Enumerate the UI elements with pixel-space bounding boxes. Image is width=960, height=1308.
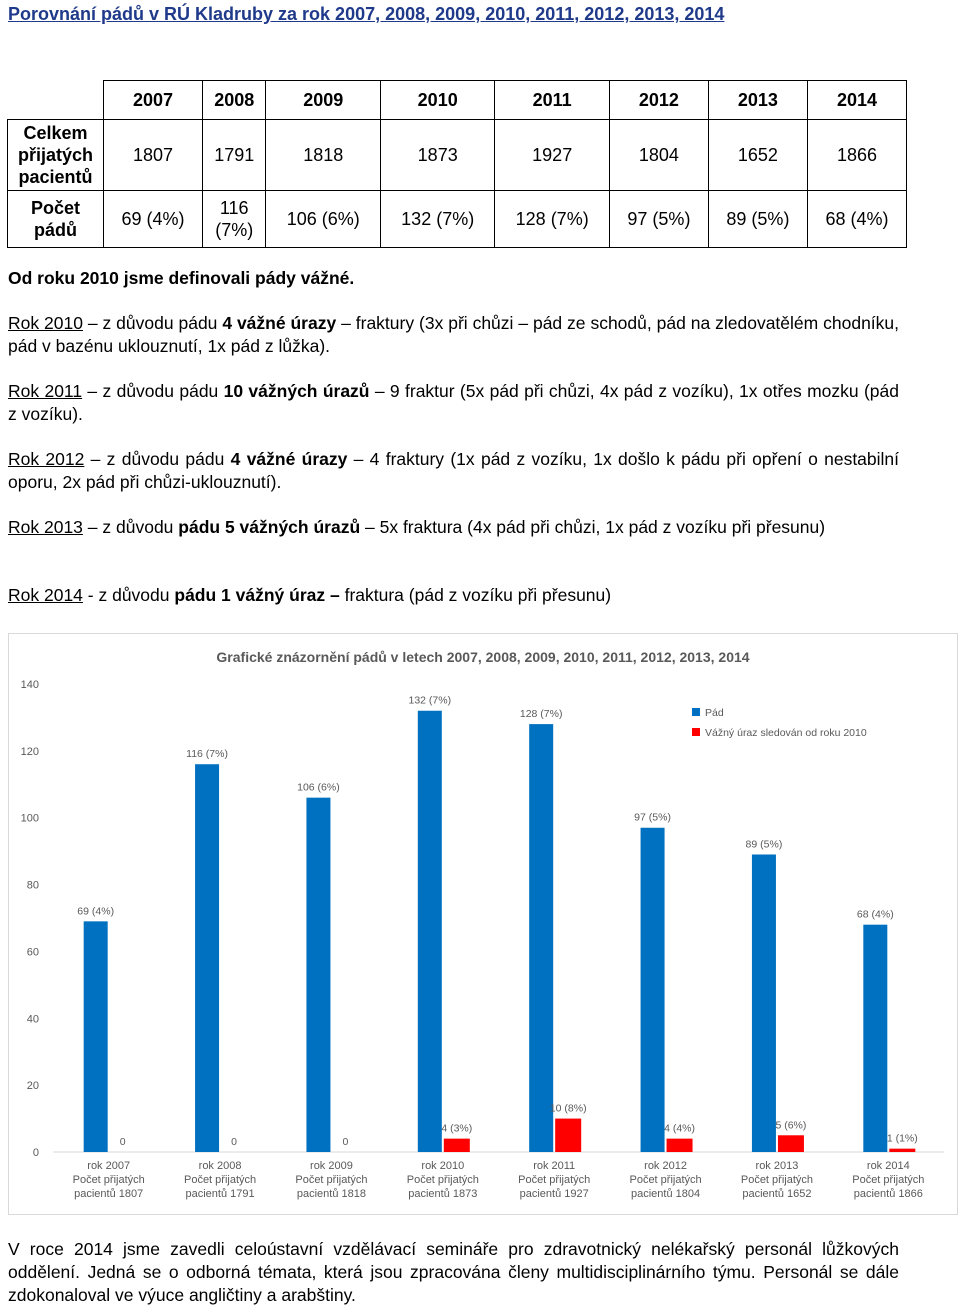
table-cell: 97 (5%): [609, 191, 708, 248]
data-label: 132 (7%): [408, 694, 452, 707]
table-cell: 106 (6%): [266, 191, 380, 248]
legend-swatch-fall: [692, 708, 700, 716]
x-tick-label: pacientů 1873: [408, 1188, 478, 1200]
y-tick-label: 120: [20, 745, 39, 758]
data-label: 106 (6%): [297, 781, 340, 794]
falls-table: [7, 80, 907, 248]
falls-chart: [8, 633, 958, 1215]
table-cell: 1804: [609, 120, 708, 191]
y-tick-label: 140: [20, 679, 39, 691]
x-tick-label: rok 2010: [421, 1160, 465, 1172]
data-label: 116 (7%): [186, 748, 228, 761]
x-tick-label: Počet přijatých: [72, 1174, 145, 1186]
table-header-row: [8, 81, 907, 120]
x-tick-label: Počet přijatých: [629, 1174, 702, 1186]
x-tick-label: pacientů 1804: [631, 1188, 701, 1200]
x-tick-label: rok 2008: [198, 1160, 242, 1172]
x-tick-label: rok 2009: [310, 1160, 353, 1172]
x-tick-label: pacientů 1927: [519, 1188, 589, 1200]
x-tick-label: Počet přijatých: [406, 1174, 479, 1186]
serious-injury-bar: [444, 1139, 470, 1152]
year-header: 2011: [495, 81, 609, 120]
fall-bar: [306, 798, 330, 1152]
table-cell: 1866: [807, 120, 906, 191]
row-label-admitted: Celkem přijatých pacientů: [8, 120, 104, 191]
x-tick-label: Počet přijatých: [295, 1174, 368, 1186]
data-label: 89 (5%): [745, 838, 783, 851]
y-tick-label: 20: [26, 1080, 39, 1093]
serious-injury-bar: [667, 1139, 693, 1152]
year-header: 2008: [203, 81, 266, 120]
legend-label: Pád: [705, 707, 724, 719]
x-tick-label: pacientů 1652: [742, 1188, 812, 1200]
data-label: 4 (4%): [664, 1122, 696, 1135]
table-cell: 69 (4%): [104, 191, 203, 248]
year-header: 2014: [807, 81, 906, 120]
x-tick-label: pacientů 1866: [853, 1188, 923, 1200]
data-label: 0: [231, 1136, 237, 1148]
year-header: 2009: [266, 81, 380, 120]
x-tick-label: pacientů 1807: [74, 1188, 144, 1200]
x-tick-label: rok 2014: [866, 1160, 910, 1172]
year-header: 2012: [609, 81, 708, 120]
data-label: 68 (4%): [856, 908, 894, 921]
table-row: [8, 120, 907, 191]
table-corner: [8, 81, 104, 120]
serious-injury-bar: [555, 1119, 581, 1152]
x-tick-label: rok 2011: [533, 1160, 576, 1172]
x-tick-label: Počet přijatých: [518, 1174, 591, 1186]
x-tick-label: rok 2007: [87, 1160, 131, 1172]
data-label: 10 (8%): [549, 1102, 587, 1115]
table-cell: 128 (7%): [495, 191, 609, 248]
paragraph-2010: Rok 2010 – z důvodu pádu 4 vážné úrazy – fraktury (3x při chůzi – pád ze schodů, pád na zledovatělém chodníku, pád v bazénu uklouznutí, 1x pád z lůžka).: [8, 313, 900, 356]
table-cell: 1873: [380, 120, 494, 191]
serious-injury-bar: [778, 1135, 804, 1152]
fall-bar: [752, 854, 776, 1152]
data-label: 0: [119, 1136, 126, 1148]
paragraph-2011: Rok 2011 – z důvodu pádu 10 vážných úrazů – 9 fraktur (5x pád při chůzi, 4x pád z vozíku), 1x otřes mozku (pád z vozíku).: [8, 381, 899, 424]
table-cell: 68 (4%): [807, 191, 906, 248]
data-label: 5 (6%): [775, 1119, 807, 1132]
paragraph-2014: Rok 2014 - z důvodu pádu 1 vážný úraz – fraktura (pád z vozíku při přesunu): [8, 585, 612, 605]
table-row: [8, 191, 907, 248]
year-header: 2007: [104, 81, 203, 120]
y-tick-label: 0: [32, 1147, 39, 1159]
table-cell: 116 (7%): [203, 191, 266, 248]
intro-text: Od roku 2010 jsme definovali pády vážné.: [8, 268, 355, 288]
table-cell: 132 (7%): [380, 191, 494, 248]
data-label: 1 (1%): [886, 1132, 918, 1145]
y-tick-label: 60: [26, 946, 39, 959]
table-cell: 1807: [104, 120, 203, 191]
x-tick-label: rok 2013: [755, 1160, 799, 1172]
page-title: Porovnání pádů v RÚ Kladruby za rok 2007, 2008, 2009, 2010, 2011, 2012, 2013, 2014: [8, 4, 725, 24]
x-tick-label: Počet přijatých: [740, 1174, 814, 1186]
year-header: 2010: [380, 81, 494, 120]
table-cell: 89 (5%): [708, 191, 807, 248]
data-label: 128 (7%): [519, 708, 563, 721]
legend-label: Vážný úraz sledován od roku 2010: [705, 727, 867, 739]
row-label-falls: Počet pádů: [8, 191, 104, 248]
fall-bar: [195, 764, 219, 1152]
year-header: 2013: [708, 81, 807, 120]
x-tick-label: pacientů 1818: [296, 1188, 366, 1200]
data-label: 4 (3%): [441, 1122, 473, 1135]
y-tick-label: 80: [26, 879, 39, 892]
fall-bar: [863, 925, 887, 1152]
data-label: 69 (4%): [77, 905, 115, 918]
fall-bar: [418, 711, 442, 1152]
x-tick-label: rok 2012: [644, 1160, 687, 1172]
paragraph-2013: Rok 2013 – z důvodu pádu 5 vážných úrazů – 5x fraktura (4x pád při chůzi, 1x pád z vozíku při přesunu): [8, 517, 826, 537]
x-tick-label: pacientů 1791: [185, 1188, 255, 1200]
table-cell: 1927: [495, 120, 609, 191]
chart-svg: [9, 634, 957, 1214]
x-tick-label: Počet přijatých: [852, 1174, 925, 1186]
chart-title: Grafické znázornění pádů v letech 2007, 2008, 2009, 2010, 2011, 2012, 2013, 2014: [216, 649, 750, 665]
paragraph-2012: Rok 2012 – z důvodu pádu 4 vážné úrazy – 4 fraktury (1x pád z vozíku, 1x došlo k pádu při opření o nestabilní oporu, 2x pád při chůzi-uklouznutí).: [8, 449, 900, 492]
data-label: 97 (5%): [634, 811, 671, 824]
fall-bar: [529, 724, 553, 1152]
fall-bar: [84, 921, 108, 1152]
y-tick-label: 40: [26, 1013, 39, 1026]
table-cell: 1818: [266, 120, 380, 191]
table-cell: 1791: [203, 120, 266, 191]
fall-bar: [641, 828, 665, 1152]
x-tick-label: Počet přijatých: [183, 1174, 257, 1186]
serious-injury-bar: [889, 1149, 915, 1152]
closing-paragraph: V roce 2014 jsme zavedli celoústavní vzdělávací semináře pro zdravotnický nelékařský personál lůžkových oddělení. Jedná se o odborná témata, která jsou zpracována členy multidisciplinárního týmu. Personál se dále zdokonaloval ve výuce angličtiny a arabštiny.: [8, 1239, 899, 1305]
table-cell: 1652: [708, 120, 807, 191]
y-tick-label: 100: [20, 812, 39, 825]
data-label: 0: [342, 1136, 349, 1148]
legend-swatch-serious: [692, 728, 700, 736]
